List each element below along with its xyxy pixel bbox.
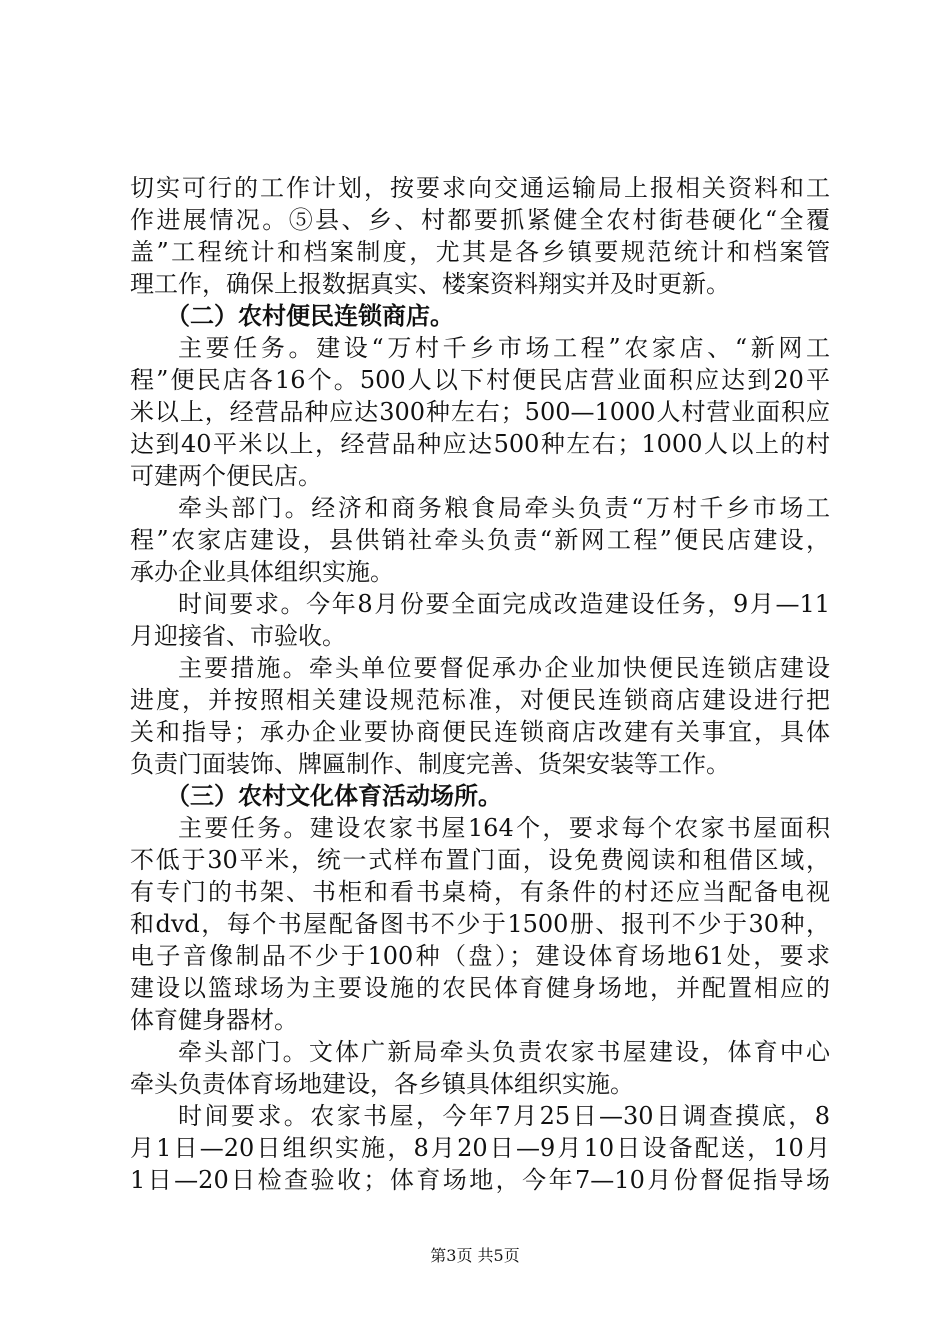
paragraph bbox=[130, 812, 830, 1036]
text-line: 时间要求。今年8月份要全面完成改造建设任务，9月—11 bbox=[178, 590, 830, 618]
text-line: 月迎接省、市验收。 bbox=[130, 622, 346, 650]
text-line: 程”便民店各16个。500人以下村便民店营业面积应达到20平 bbox=[130, 366, 830, 394]
text-line: 承办企业具体组织实施。 bbox=[130, 558, 394, 586]
paragraph bbox=[130, 172, 830, 300]
paragraph bbox=[130, 588, 830, 652]
paragraph bbox=[130, 492, 830, 588]
text-line: 体育健身器材。 bbox=[130, 1006, 298, 1034]
text-line: 主要任务。建设农家书屋164个，要求每个农家书屋面积 bbox=[178, 814, 830, 842]
text-line: 米以上，经营品种应达300种左右；500—1000人村营业面积应 bbox=[130, 398, 830, 426]
text-line: 主要任务。建设“万村千乡市场工程”农家店、“新网工 bbox=[178, 334, 830, 362]
text-line: 建设以篮球场为主要设施的农民体育健身场地，并配置相应的 bbox=[130, 974, 830, 1002]
text-line: 和dvd，每个书屋配备图书不少于1500册、报刊不少于30种， bbox=[130, 910, 830, 938]
text-line: （二）农村便民连锁商店。 bbox=[166, 302, 454, 330]
paragraph bbox=[130, 652, 830, 780]
text-line: 月1日—20日组织实施，8月20日—9月10日设备配送，10月 bbox=[130, 1134, 830, 1162]
document-body bbox=[130, 172, 830, 1196]
text-line: 1日—20日检查验收；体育场地，今年7—10月份督促指导场 bbox=[130, 1166, 830, 1194]
text-line: 电子音像制品不少于100种（盘）；建设体育场地61处，要求 bbox=[130, 942, 830, 970]
text-line: 牵头部门。文体广新局牵头负责农家书屋建设，体育中心 bbox=[178, 1038, 830, 1066]
text-line: 达到40平米以上，经营品种应达500种左右；1000人以上的村 bbox=[130, 430, 830, 458]
text-line: 理工作，确保上报数据真实、楼案资料翔实并及时更新。 bbox=[130, 270, 730, 298]
paragraph bbox=[130, 332, 830, 492]
section-heading bbox=[130, 300, 830, 332]
text-line: 切实可行的工作计划，按要求向交通运输局上报相关资料和工 bbox=[130, 174, 830, 202]
text-line: 进度，并按照相关建设规范标准，对便民连锁商店建设进行把 bbox=[130, 686, 830, 714]
text-line: 负责门面装饰、牌匾制作、制度完善、货架安装等工作。 bbox=[130, 750, 730, 778]
text-line: 可建两个便民店。 bbox=[130, 462, 322, 490]
page-footer: 第3页 共5页 bbox=[430, 1246, 520, 1265]
text-line: 作进展情况。⑤县、乡、村都要抓紧健全农村街巷硬化“全覆 bbox=[130, 206, 830, 234]
text-line: 关和指导；承办企业要协商便民连锁商店改建有关事宜，具体 bbox=[130, 718, 830, 746]
text-line: 牵头负责体育场地建设，各乡镇具体组织实施。 bbox=[130, 1070, 634, 1098]
text-line: 有专门的书架、书柜和看书桌椅，有条件的村还应当配备电视 bbox=[130, 878, 830, 906]
text-line: 时间要求。农家书屋，今年7月25日—30日调查摸底，8 bbox=[178, 1102, 830, 1130]
text-line: 主要措施。牵头单位要督促承办企业加快便民连锁店建设 bbox=[178, 654, 830, 682]
text-line: （三）农村文化体育活动场所。 bbox=[166, 782, 502, 810]
text-line: 牵头部门。经济和商务粮食局牵头负责“万村千乡市场工 bbox=[178, 494, 830, 522]
text-line: 盖”工程统计和档案制度，尤其是各乡镇要规范统计和档案管 bbox=[130, 238, 830, 266]
paragraph bbox=[130, 1036, 830, 1100]
text-line: 程”农家店建设，县供销社牵头负责“新网工程”便民店建设， bbox=[130, 526, 830, 554]
section-heading bbox=[130, 780, 830, 812]
text-line: 不低于30平米，统一式样布置门面，设免费阅读和租借区域， bbox=[130, 846, 830, 874]
paragraph bbox=[130, 1100, 830, 1196]
